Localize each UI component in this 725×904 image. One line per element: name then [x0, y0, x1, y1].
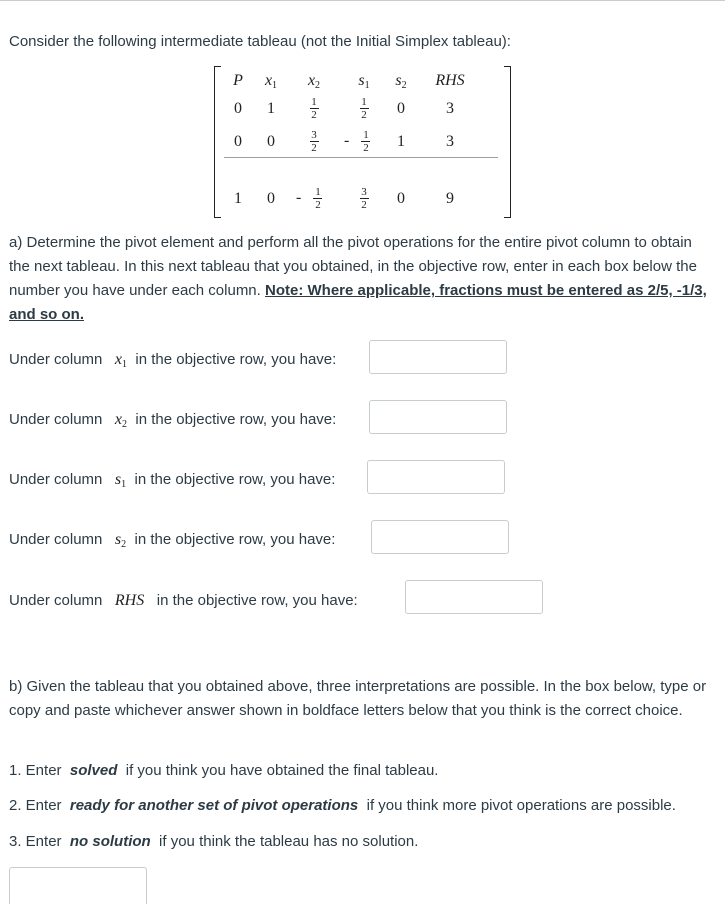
option-no-solution-keyword: no solution [69, 833, 151, 850]
r1-s2: 0 [397, 100, 405, 117]
answer-x1-input[interactable] [369, 340, 507, 374]
r2-p: 0 [234, 133, 242, 150]
question-x2: Under column $x_2$ in the objective row, you have: [9, 411, 337, 430]
r2-s1-fraction: - 1 2 [344, 129, 369, 154]
obj-x1: 0 [267, 190, 275, 207]
top-border [0, 0, 725, 1]
answer-rhs-input[interactable] [405, 580, 543, 614]
header-s2: $s_2$ [395, 72, 407, 91]
left-bracket [214, 66, 221, 218]
r1-s1-fraction: 1 2 [361, 96, 367, 121]
part-b-instructions: b) Given the tableau that you obtained above, three interpretations are possible. In the box below, type or copy and paste whichever answer shown in boldface letters below that you think is the correct choice. [9, 678, 707, 719]
fraction-format-note: Note: Where applicable, fractions must be entered as 2/5, -1/3, and so on. [9, 282, 707, 323]
r2-x1: 0 [267, 133, 275, 150]
r2-rhs: 3 [446, 133, 454, 150]
r2-s2: 1 [397, 133, 405, 150]
question-x1: Under column $x_1$ in the objective row, you have: [9, 351, 337, 370]
obj-x2-fraction: - 1 2 [296, 186, 321, 211]
header-x1: $x_1$ [264, 72, 278, 91]
r1-rhs: 3 [446, 100, 454, 117]
option-ready: 2. Enter ready for another set of pivot operations if you think more pivot operations are possible. [9, 797, 676, 814]
option-no-solution: 3. Enter no solution if you think the tableau has no solution. [9, 833, 419, 850]
r1-x2-fraction: 1 2 [311, 96, 317, 121]
obj-rhs: 9 [446, 190, 454, 207]
answer-x2-input[interactable] [369, 400, 507, 434]
header-p: P [233, 72, 243, 89]
question-s2: Under column $s_2$ in the objective row, you have: [9, 531, 336, 550]
answer-s1-input[interactable] [367, 460, 505, 494]
header-rhs: RHS [435, 72, 465, 89]
option-ready-keyword: ready for another set of pivot operations [69, 797, 359, 814]
right-bracket [504, 66, 511, 218]
part-a-instructions: a) Determine the pivot element and perform all the pivot operations for the entire pivot column to obtain the next tableau. In this next tableau that you obtained, in the objective row, enter in each box below the number you have under each column. Note: Where applicable, fractions must be entered as 2/5, -1/3, and so on. [9, 234, 707, 323]
obj-s2: 0 [397, 190, 405, 207]
question-s1: Under column $s_1$ in the objective row, you have: [9, 471, 336, 490]
answer-s2-input[interactable] [371, 520, 509, 554]
part-b-answer-input[interactable] [9, 867, 147, 904]
objective-separator [224, 157, 498, 158]
header-x2: $x_2$ [307, 72, 321, 91]
option-solved-keyword: solved [69, 762, 118, 779]
question-rhs: Under column RHS in the objective row, you have: [9, 592, 358, 609]
r1-p: 0 [234, 100, 242, 117]
obj-s1-fraction: 3 2 [361, 186, 367, 211]
intro-text: Consider the following intermediate tableau (not the Initial Simplex tableau): [9, 33, 511, 50]
option-solved: 1. Enter solved if you think you have obtained the final tableau. [9, 762, 439, 779]
obj-p: 1 [234, 190, 242, 207]
header-s1: $s_1$ [358, 72, 370, 91]
r1-x1: 1 [267, 100, 275, 117]
r2-x2-fraction: 3 2 [311, 129, 317, 154]
